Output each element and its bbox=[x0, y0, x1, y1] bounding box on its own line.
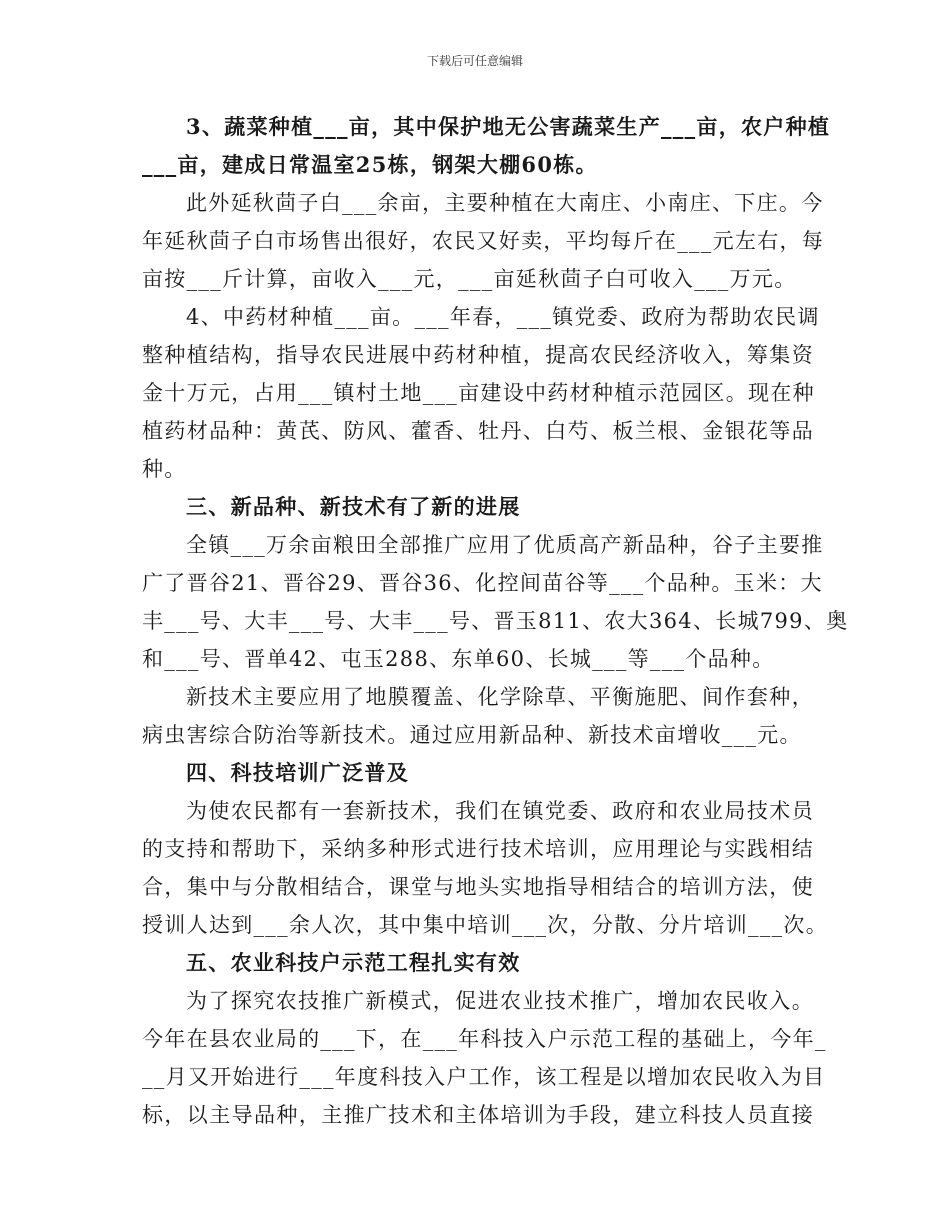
text-line: 种。 bbox=[142, 457, 187, 481]
text-line: 今年在县农业局的___下，在___年科技入户示范工程的基础上，今年_ bbox=[142, 1027, 827, 1051]
text-line: 4、中药材种植___亩。___年春，___镇党委、政府为帮助农民调 bbox=[186, 305, 820, 329]
text-line: 和___号、晋单42、屯玉288、东单60、长城___等___个品种。 bbox=[142, 647, 775, 671]
document-body bbox=[142, 108, 849, 1134]
section-heading: 四、科技培训广泛普及 bbox=[186, 760, 409, 785]
text-line: 广了晋谷21、晋谷29、晋谷36、化控间苗谷等___个品种。玉米：大 bbox=[142, 571, 823, 595]
text-line: 亩按___斤计算，亩收入___元，___亩延秋茴子白可收入___万元。 bbox=[142, 267, 797, 291]
text-line: 为使农民都有一套新技术，我们在镇党委、政府和农业局技术员 bbox=[186, 799, 814, 823]
text-line: 此外延秋茴子白___余亩，主要种植在大南庄、小南庄、下庄。今 bbox=[186, 191, 824, 215]
text-line: 标，以主导品种，主推广技术和主体培训为手段，建立科技人员直接 bbox=[142, 1103, 814, 1127]
text-line: 全镇___万余亩粮田全部推广应用了优质高产新品种，谷子主要推 bbox=[186, 533, 824, 557]
text-line: 为了探究农技推广新模式，促进农业技术推广，增加农民收入。 bbox=[186, 989, 814, 1013]
text-line: 植药材品种：黄芪、防风、藿香、牡丹、白芍、板兰根、金银花等品 bbox=[142, 419, 814, 443]
text-line: 金十万元，占用___镇村土地___亩建设中药材种植示范园区。现在种 bbox=[142, 381, 815, 405]
text-line: 合，集中与分散相结合，课堂与地头实地指导相结合的培训方法，使 bbox=[142, 875, 814, 899]
text-line: __月又开始进行___年度科技入户工作，该工程是以增加农民收入为目 bbox=[142, 1065, 826, 1089]
section-heading: 三、新品种、新技术有了新的进展 bbox=[186, 494, 521, 519]
text-lines bbox=[142, 108, 849, 1134]
text-line: 授训人达到___余人次，其中集中培训___次，分散、分片培训___次。 bbox=[142, 913, 828, 937]
text-line: 整种植结构，指导农民进展中药材种植，提高农民经济收入，筹集资 bbox=[142, 343, 814, 367]
text-line: ___亩，建成日常温室25栋，钢架大棚60栋。 bbox=[142, 152, 598, 177]
page-header: 下载后可任意编辑 bbox=[426, 54, 523, 68]
section-heading: 五、农业科技户示范工程扎实有效 bbox=[186, 950, 521, 975]
text-line: 3、蔬菜种植___亩，其中保护地无公害蔬菜生产___亩，农户种植 bbox=[186, 114, 831, 139]
text-line: 新技术主要应用了地膜覆盖、化学除草、平衡施肥、间作套种， bbox=[186, 685, 814, 709]
text-line: 丰___号、大丰___号、大丰___号、晋玉811、农大364、长城799、奥 bbox=[142, 609, 849, 633]
text-line: 的支持和帮助下，采纳多种形式进行技术培训，应用理论与实践相结 bbox=[142, 837, 814, 861]
text-line: 年延秋茴子白市场售出很好，农民又好卖，平均每斤在___元左右，每 bbox=[142, 229, 825, 253]
text-line: 病虫害综合防治等新技术。通过应用新品种、新技术亩增收___元。 bbox=[142, 723, 802, 747]
